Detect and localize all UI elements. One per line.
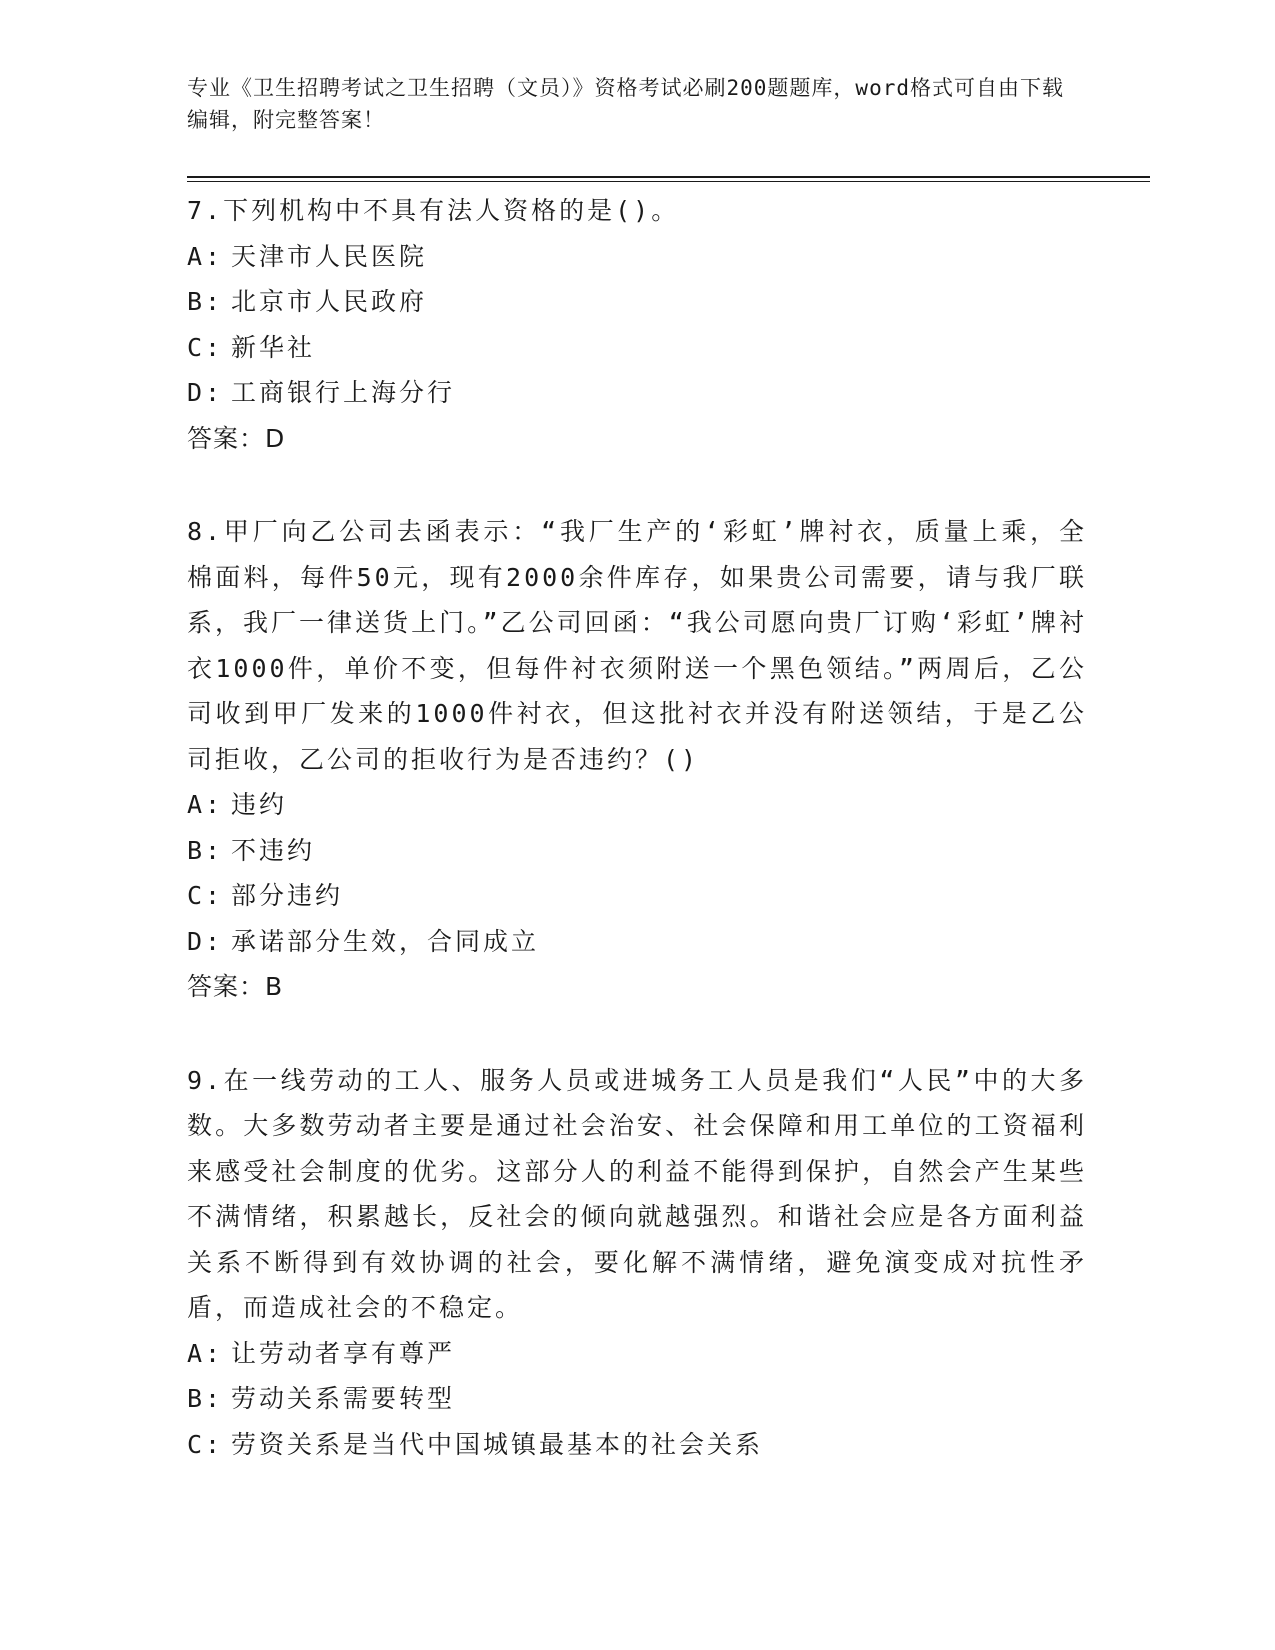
option-letter: A:: [187, 1338, 224, 1368]
header-divider-thin: [187, 181, 1150, 182]
option-letter: B:: [187, 287, 224, 316]
option-a: [187, 1331, 1087, 1377]
option-text: 部分违约: [231, 881, 344, 910]
option-letter: C:: [187, 332, 224, 362]
option-c: [187, 325, 1087, 371]
answer-line: 答案：D: [187, 423, 286, 453]
option-text: 违约: [231, 790, 288, 819]
question-7: [187, 188, 1087, 461]
option-letter: B:: [187, 835, 224, 865]
document-header: [187, 72, 1067, 136]
question-stem: 8.甲厂向乙公司去函表示：“我厂生产的‘彩虹’牌衬衣，质量上乘，全棉面料，每件50元，现有2000余件库存，如果贵公司需要，请与我厂联系，我厂一律送货上门。”乙公司回函：“我公司愿向贵厂订购‘彩虹’牌衬衣1000件，单价不变，但每件衬衣须附送一个黑色领结。”两周后，乙公司收到甲厂发来的1000件衬衣，但这批衬衣并没有附送领结，于是乙公司拒收，乙公司的拒收行为是否违约？(): [187, 517, 1087, 774]
option-d: [187, 919, 1087, 965]
question-stem: 7.下列机构中不具有法人资格的是()。: [187, 196, 680, 225]
option-letter: D:: [187, 378, 224, 407]
answer-line: 答案：B: [187, 972, 284, 1001]
option-b: [187, 828, 1087, 874]
option-b: [187, 279, 1087, 325]
option-letter: C:: [187, 1429, 224, 1459]
question-9: [187, 1058, 1087, 1468]
question-8: [187, 509, 1087, 1010]
option-letter: B:: [187, 1384, 224, 1413]
option-text: 北京市人民政府: [231, 287, 428, 316]
header-divider-thick: [187, 176, 1150, 178]
option-text: 劳动关系需要转型: [231, 1384, 456, 1413]
option-letter: D:: [187, 926, 224, 956]
option-text: 工商银行上海分行: [231, 378, 456, 407]
option-c: [187, 1422, 1087, 1468]
option-b: [187, 1376, 1087, 1422]
question-list: [187, 188, 1087, 1515]
option-text: 承诺部分生效，合同成立: [231, 926, 540, 956]
option-text: 新华社: [231, 332, 316, 362]
option-letter: C:: [187, 881, 224, 910]
option-d: [187, 370, 1087, 416]
document-title: 专业《卫生招聘考试之卫生招聘（文员）》资格考试必刷200题题库，word格式可自由下载编辑，附完整答案！: [187, 76, 1064, 132]
question-stem: 9.在一线劳动的工人、服务人员或进城务工人员是我们“人民”中的大多数。大多数劳动者主要是通过社会治安、社会保障和用工单位的工资福利来感受社会制度的优劣。这部分人的利益不能得到保护，自然会产生某些不满情绪，积累越长，反社会的倾向就越强烈。和谐社会应是各方面利益关系不断得到有效协调的社会，要化解不满情绪，避免演变成对抗性矛盾，而造成社会的不稳定。: [187, 1065, 1087, 1322]
option-a: [187, 234, 1087, 280]
option-letter: A:: [187, 241, 224, 271]
option-a: [187, 782, 1087, 828]
option-letter: A:: [187, 790, 224, 819]
option-text: 不违约: [231, 835, 316, 865]
option-text: 劳资关系是当代中国城镇最基本的社会关系: [231, 1429, 764, 1459]
option-text: 让劳动者享有尊严: [231, 1338, 456, 1368]
option-text: 天津市人民医院: [231, 241, 428, 271]
option-c: [187, 873, 1087, 919]
